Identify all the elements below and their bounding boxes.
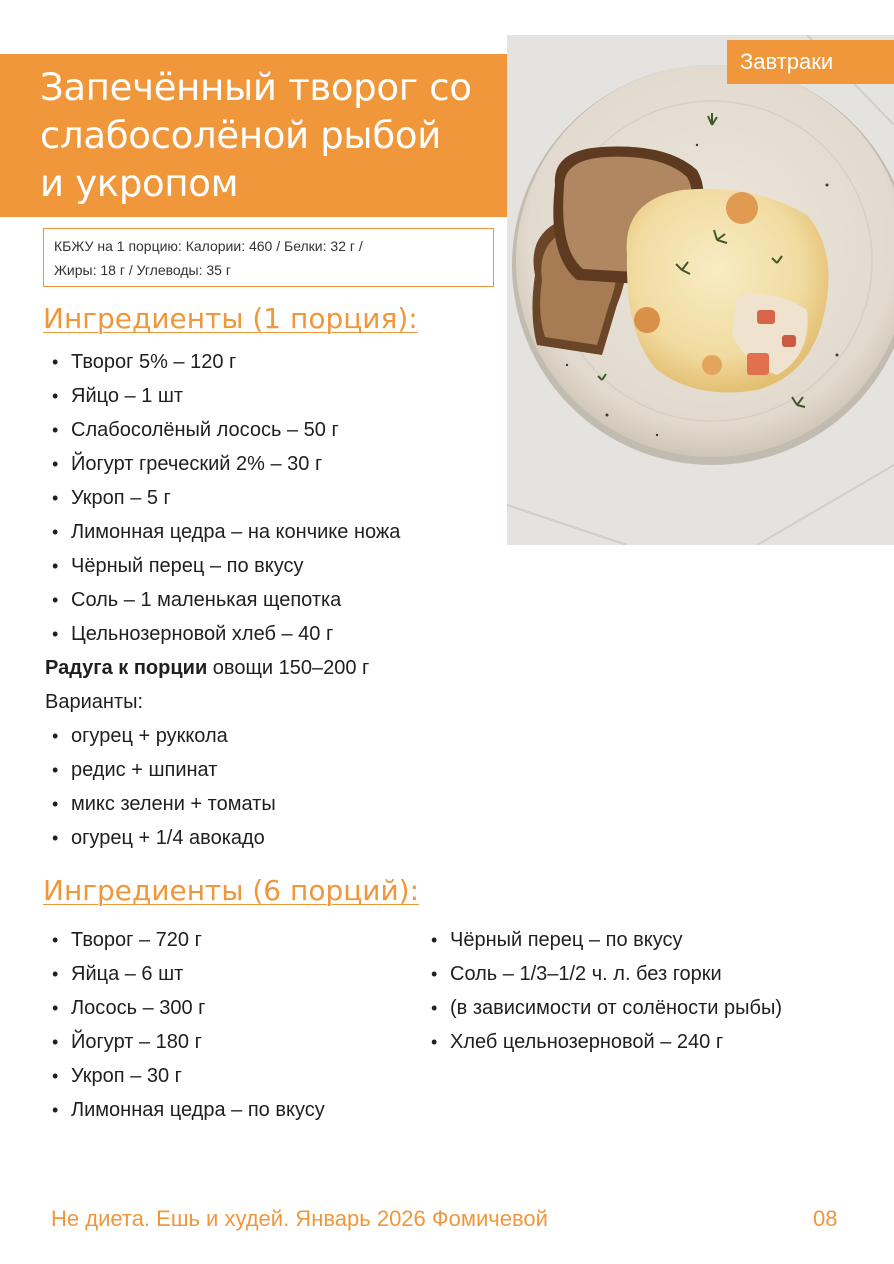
rainbow-rest: овощи 150–200 г [207, 657, 370, 679]
variants-label: Варианты: [45, 691, 144, 713]
list-item: • Укроп – 5 г [45, 481, 400, 515]
list-item: • Укроп – 30 г [45, 1059, 325, 1093]
ingredients-single-list [45, 345, 400, 651]
list-item: • Цельнозерновой хлеб – 40 г [45, 617, 400, 651]
list-item: • Яйца – 6 шт [45, 957, 325, 991]
list-item: • Йогурт греческий 2% – 30 г [45, 447, 400, 481]
salt-note: (в зависимости от солёности рыбы) [450, 997, 783, 1019]
list-item: • Лимонная цедра – по вкусу [45, 1093, 325, 1127]
list-item: • огурец + 1/4 авокадо [45, 821, 276, 855]
ingredients-six-left-list [45, 923, 325, 1127]
title-line: слабосолёной рыбой [40, 114, 441, 157]
footer-text: Не диета. Ешь и худей. Январь 2026 Фомичевой [51, 1206, 548, 1231]
category-tag: Завтраки [727, 40, 894, 84]
list-item: • Чёрный перец – по вкусу [424, 923, 782, 957]
list-item: • Соль – 1 маленькая щепотка [45, 583, 400, 617]
list-item: • Йогурт – 180 г [45, 1025, 325, 1059]
rainbow-bold: Радуга к порции [45, 657, 208, 679]
list-item: • редис + шпинат [45, 753, 276, 787]
nutrition-line: КБЖУ на 1 порцию: Калории: 460 / Белки: 32 г / [54, 238, 363, 254]
ingredients-six-right-list [424, 923, 782, 1059]
dish-photo [507, 35, 894, 545]
list-item: • Яйцо – 1 шт [45, 379, 400, 413]
list-item: • Чёрный перец – по вкусу [45, 549, 400, 583]
recipe-title [0, 54, 531, 217]
ingredients-six-title: Ингредиенты (6 порций): [43, 874, 420, 907]
title-line: и укропом [40, 162, 239, 205]
list-item: • Лимонная цедра – на кончике ножа [45, 515, 400, 549]
list-item: • огурец + руккола [45, 719, 276, 753]
nutrition-box [43, 228, 494, 287]
list-item: • Творог – 720 г [45, 923, 325, 957]
title-line: Запечённый творог со [40, 66, 472, 109]
page-number: 08 [813, 1206, 838, 1231]
list-item: • Слабосолёный лосось – 50 г [45, 413, 400, 447]
list-item-note [424, 991, 782, 1025]
list-item: • микс зелени + томаты [45, 787, 276, 821]
ingredients-single-title: Ингредиенты (1 порция): [43, 302, 418, 335]
list-item: • Творог 5% – 120 г [45, 345, 400, 379]
list-item: • Хлеб цельнозерновой – 240 г [424, 1025, 782, 1059]
nutrition-line: Жиры: 18 г / Углеводы: 35 г [54, 262, 231, 278]
rainbow-line [45, 651, 369, 685]
variants-list [45, 719, 276, 855]
list-item: • Лосось – 300 г [45, 991, 325, 1025]
list-item: • Соль – 1/3–1/2 ч. л. без горки [424, 957, 782, 991]
